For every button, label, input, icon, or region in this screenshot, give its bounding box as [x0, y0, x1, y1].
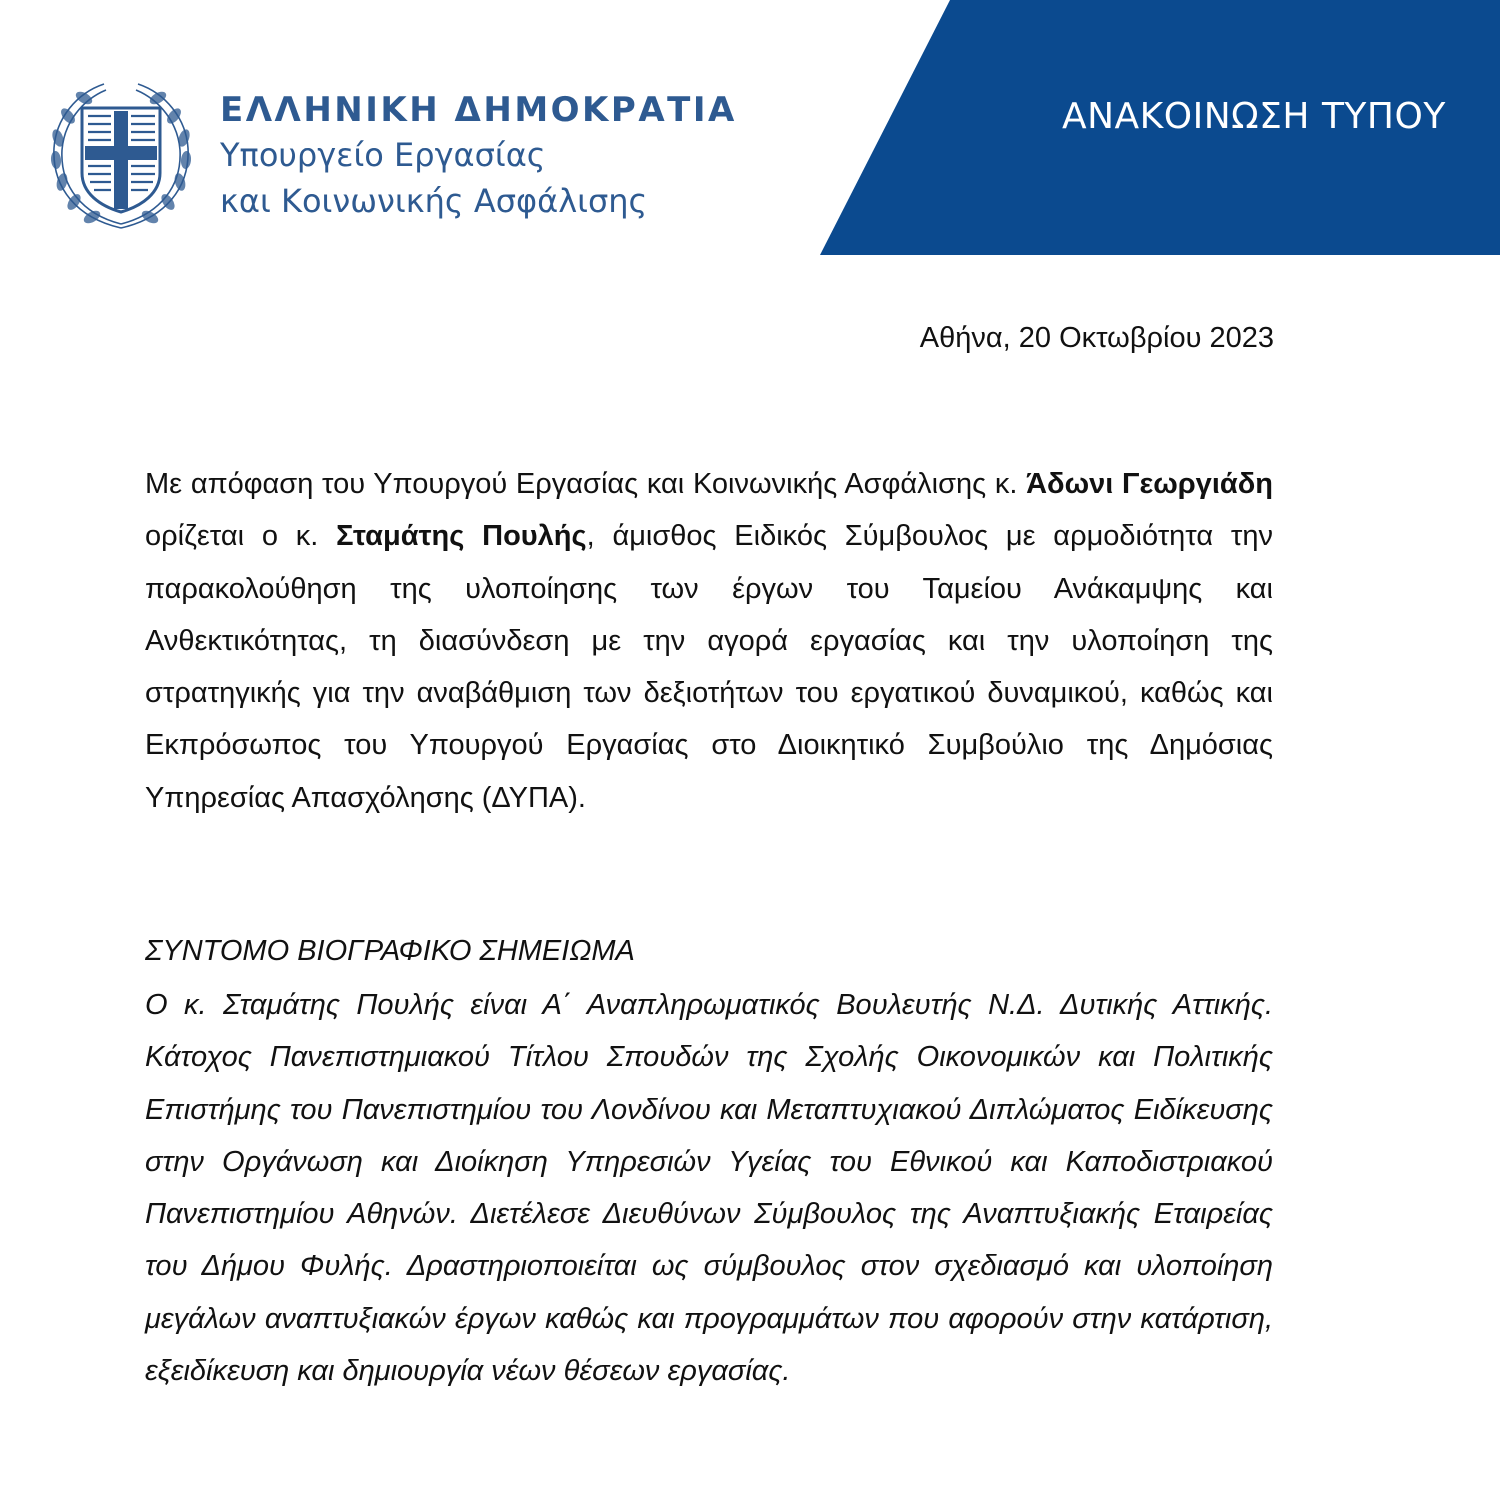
ministry-header	[220, 88, 737, 224]
appointee-name: Σταμάτης Πουλής	[336, 520, 587, 553]
country-name: ΕΛΛΗΝΙΚΗ ΔΗΜΟΚΡΑΤΙΑ	[220, 90, 737, 130]
date-location: Αθήνα, 20 Οκτωβρίου 2023	[919, 322, 1274, 354]
ministry-name-line1: Υπουργείο Εργασίας	[220, 136, 546, 174]
announcement-middle: ορίζεται ο κ.	[145, 520, 337, 553]
ministry-name-line2: και Κοινωνικής Ασφάλισης	[220, 182, 648, 220]
document-type-label: ΑΝΑΚΟΙΝΩΣΗ ΤΥΠΟΥ	[1062, 96, 1446, 137]
announcement-paragraph	[145, 458, 1273, 824]
greek-coat-of-arms-icon	[42, 78, 200, 236]
announcement-intro: Με απόφαση του Υπουργού Εργασίας και Κοινωνικής Ασφάλισης κ.	[145, 468, 1027, 500]
announcement-rest: , άμισθος Ειδικός Σύμβουλος με αρμοδιότητα την παρακολούθηση της υλοποίησης των έργων του Ταμείου Ανάκαμψης και Ανθεκτικότητας, τη διασύνδεση με την αγορά εργασίας και την υλοποίηση της στρατηγικής για την αναβάθμιση των δεξιοτήτων του εργατικού δυναμικού, καθώς και Εκπρόσωπος του Υπουργού Εργασίας στο Διοικητικό Συμβούλιο της Δημόσιας Υπηρεσίας Απασχόλησης (ΔΥΠΑ).	[145, 520, 1273, 814]
minister-name: Άδωνι Γεωργιάδη	[1026, 468, 1274, 500]
bio-text: Ο κ. Σταμάτης Πουλής είναι Α΄ Αναπληρωματικός Βουλευτής Ν.Δ. Δυτικής Αττικής. Κάτοχος Πανεπιστημιακού Τίτλου Σπουδών της Σχολής Οικονομικών και Πολιτικής Επιστήμης του Πανεπιστημίου του Λονδίνου και Μεταπτυχιακού Διπλώματος Ειδίκευσης στην Οργάνωση και Διοίκηση Υπηρεσιών Υγείας του Εθνικού και Καποδιστριακού Πανεπιστημίου Αθηνών. Διετέλεσε Διευθύνων Σύμβουλος της Αναπτυξιακής Εταιρείας του Δήμου Φυλής. Δραστηριοποιείται ως σύμβουλος στον σχεδιασμό και υλοποίηση μεγάλων αναπτυξιακών έργων καθώς και προγραμμάτων που αφορούν στην κατάρτιση, εξειδίκευση και δημιουργία νέων θέσεων εργασίας.	[145, 989, 1273, 1388]
bio-heading: ΣΥΝΤΟΜΟ ΒΙΟΓΡΑΦΙΚΟ ΣΗΜΕΙΩΜΑ	[145, 935, 635, 967]
